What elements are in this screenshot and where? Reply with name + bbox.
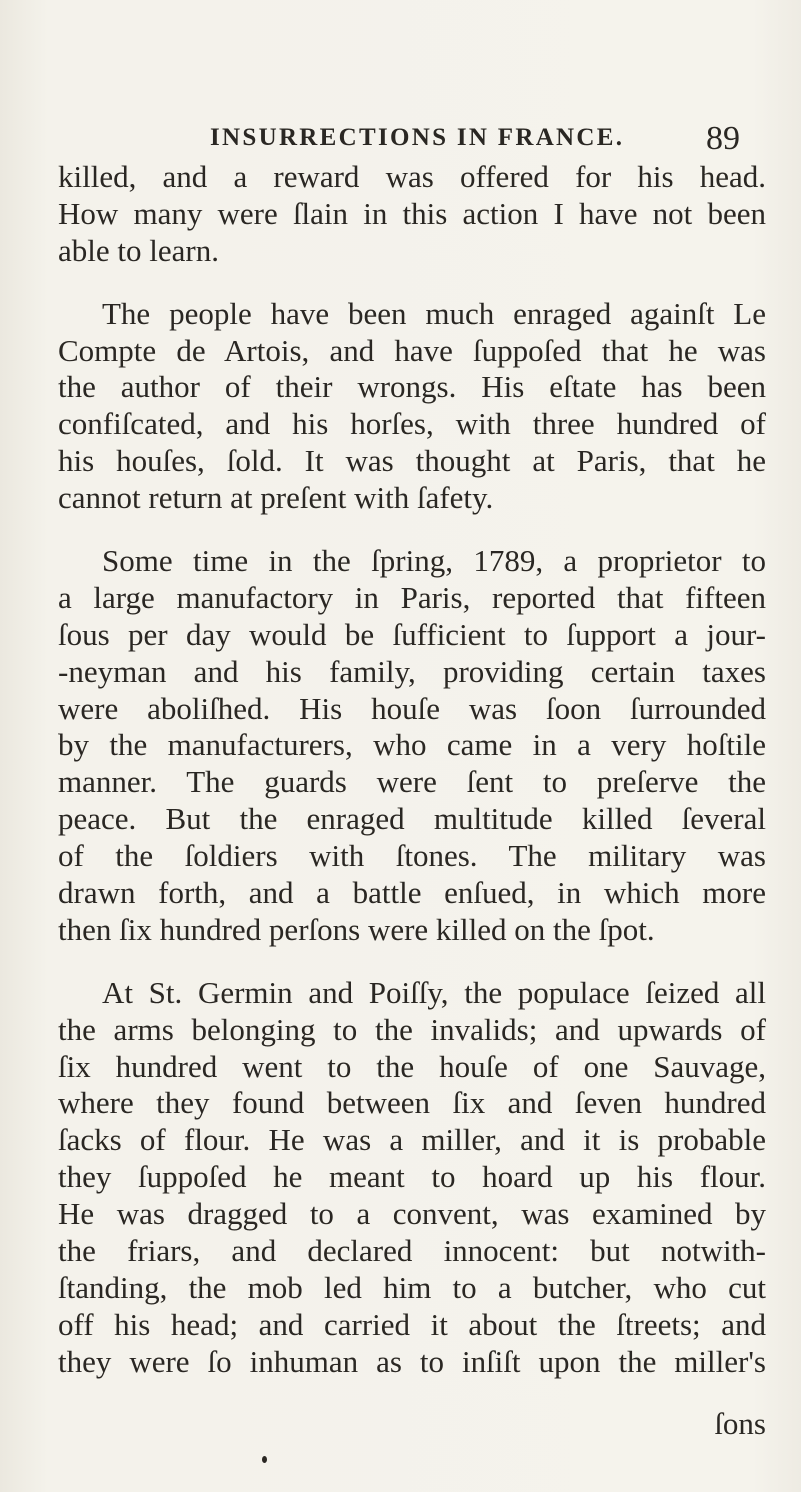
body-text <box>58 159 766 1381</box>
paragraph <box>58 975 766 1381</box>
running-title: INSURRECTIONS IN FRANCE. <box>210 124 625 151</box>
paragraph <box>58 543 766 949</box>
text-line: How many were ſlain in this action I have not been <box>58 195 766 231</box>
text-line: killed, and a reward was offered for his head. <box>58 159 766 194</box>
text-line: a large manufactory in Paris, reported that fifteen <box>58 579 766 615</box>
text-line: they were ſo inhuman as to inſiſt upon the miller's <box>58 1343 766 1379</box>
text-line: were aboliſhed. His houſe was ſoon ſurrounded <box>58 690 766 726</box>
text-line: ſacks of flour. He was a miller, and it is probable <box>58 1122 766 1158</box>
text-line: where they found between ſix and ſeven hundred <box>58 1085 766 1121</box>
text-line: able to learn. <box>58 232 219 268</box>
text-line: confiſcated, and his horſes, with three hundred of <box>58 406 766 442</box>
text-line: they ſuppoſed he meant to hoard up his flour. <box>58 1159 766 1195</box>
paragraph <box>58 296 766 517</box>
ink-speck <box>262 1456 267 1463</box>
text-line: the friars, and declared innocent: but notwith- <box>58 1233 766 1269</box>
text-line: -neyman and his family, providing certain taxes <box>58 653 766 689</box>
text-line: by the manufacturers, who came in a very hoſtile <box>58 727 766 763</box>
text-line: ſous per day would be ſufficient to ſupport a jour- <box>58 616 766 652</box>
text-line: his houſes, ſold. It was thought at Paris, that he <box>58 443 766 479</box>
text-line: the author of their wrongs. His eſtate has been <box>58 369 766 405</box>
catchword-line <box>58 1406 766 1443</box>
paragraph <box>58 159 766 270</box>
page-number: 89 <box>706 120 740 157</box>
text-line: cannot return at preſent with ſafety. <box>58 480 494 516</box>
text-line: ſix hundred went to the houſe of one Sauvage, <box>58 1048 766 1084</box>
text-line: drawn forth, and a battle enſued, in which more <box>58 875 766 911</box>
text-line: then ſix hundred perſons were killed on the ſpot. <box>58 911 655 947</box>
text-line: He was dragged to a convent, was examined by <box>58 1196 766 1232</box>
text-line: the arms belonging to the invalids; and upwards of <box>58 1011 766 1047</box>
running-head <box>210 120 770 158</box>
text-line: Some time in the ſpring, 1789, a proprietor to <box>102 543 766 579</box>
text-line: Compte de Artois, and have ſuppoſed that he was <box>58 332 766 368</box>
text-line: manner. The guards were ſent to preſerve the <box>58 764 766 800</box>
text-line: peace. But the enraged multitude killed ſeveral <box>58 801 766 837</box>
text-line: ſtanding, the mob led him to a butcher, who cut <box>58 1269 766 1305</box>
text-line: of the ſoldiers with ſtones. The military was <box>58 838 766 874</box>
text-line: off his head; and carried it about the ſtreets; and <box>58 1306 766 1342</box>
text-line: The people have been much enraged againſt Le <box>102 295 766 331</box>
catchword: ſons <box>714 1406 766 1441</box>
text-line: At St. Germin and Poiſſy, the populace ſeized all <box>102 974 766 1010</box>
